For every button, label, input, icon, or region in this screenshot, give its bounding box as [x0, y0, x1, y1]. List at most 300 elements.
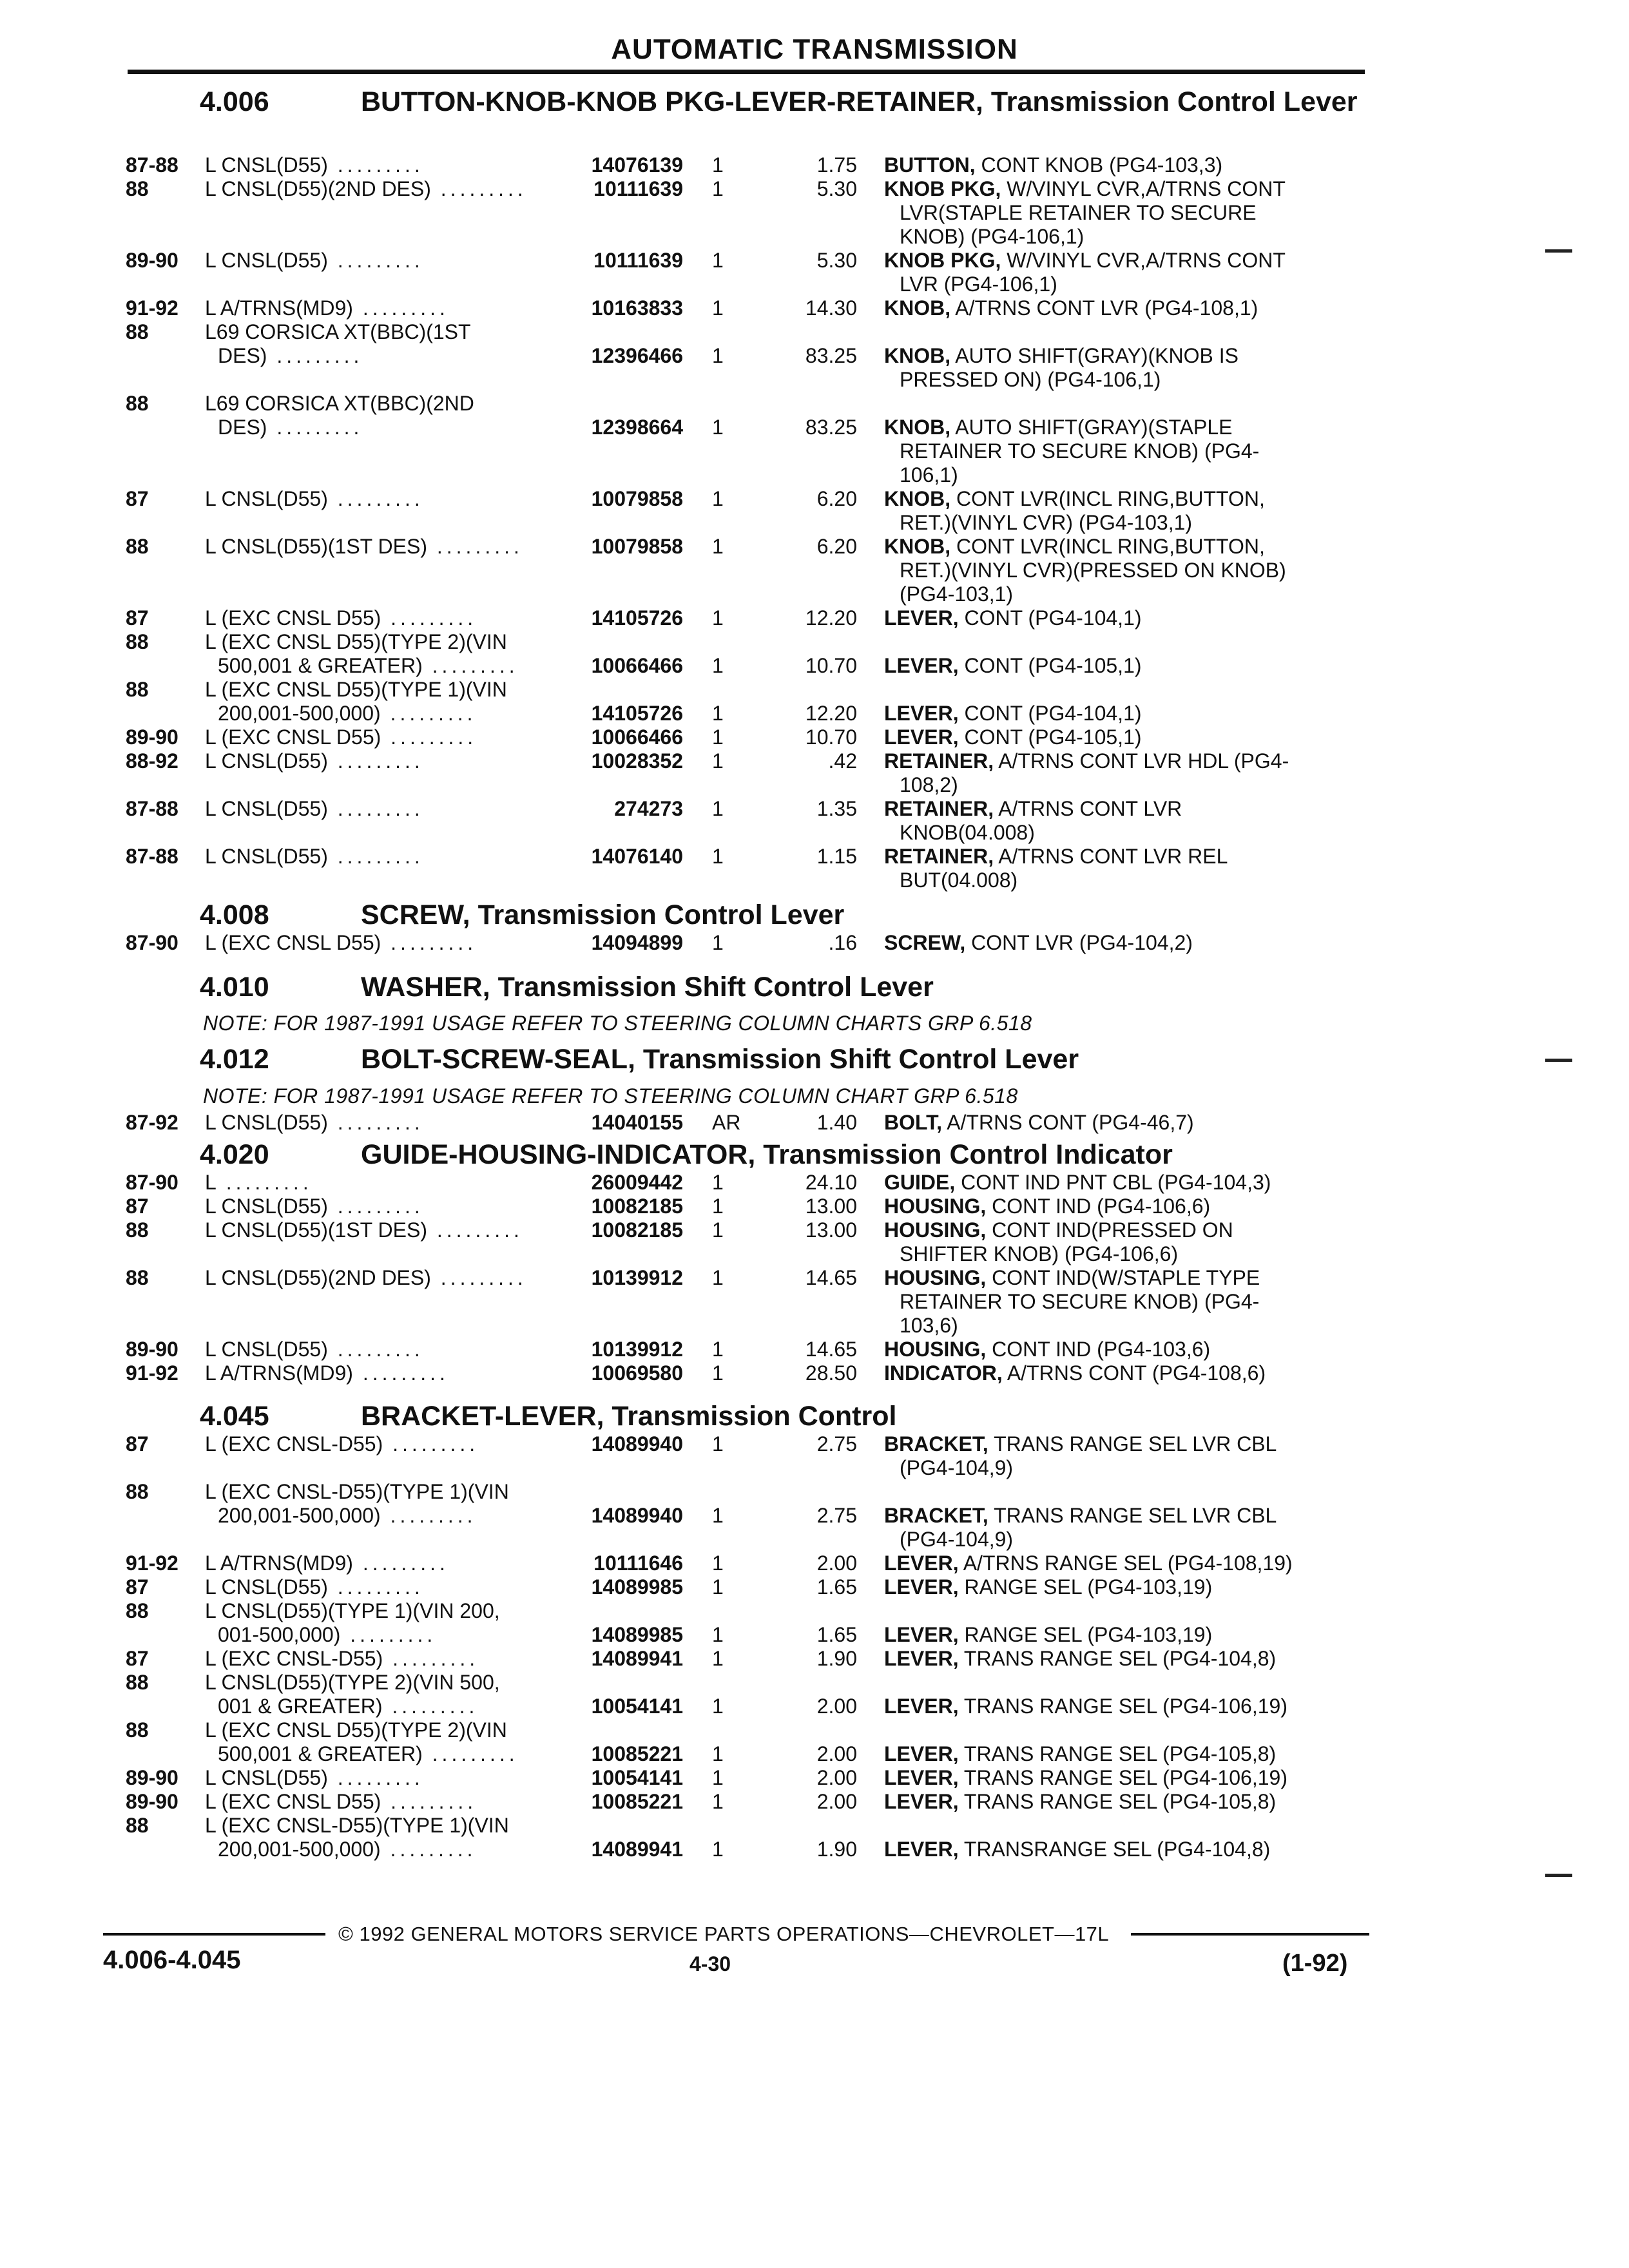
- price: 2.00: [816, 1766, 857, 1789]
- price: 24.10: [805, 1171, 857, 1194]
- description-text: CONT IND(PRESSED ON: [992, 1218, 1233, 1242]
- section-title-main: BOLT-SCREW-SEAL, Transmission Shift Control Lever: [361, 1044, 1079, 1075]
- description-line: [884, 1111, 1362, 1135]
- description-keyword: KNOB PKG,: [884, 177, 1001, 200]
- description-line: [884, 869, 1362, 892]
- section-title: [361, 86, 1366, 117]
- part-number: 12396466: [591, 344, 683, 367]
- part-number: 10085221: [591, 1790, 683, 1813]
- section-note: NOTE: FOR 1987-1991 USAGE REFER TO STEERING COLUMN CHART GRP 6.518: [203, 1084, 1018, 1108]
- application-line: L (EXC CNSL-D55)(TYPE 1)(VIN: [205, 1814, 509, 1837]
- description-text: (PG4-104,9): [900, 1528, 1014, 1551]
- application: [205, 249, 548, 273]
- leader-dots: .........: [352, 296, 449, 320]
- description-text: CONT KNOB (PG4-103,3): [981, 153, 1223, 177]
- part-number: 14094899: [591, 931, 683, 954]
- price: 1.65: [816, 1623, 857, 1646]
- application-line: 200,001-500,000) .........: [218, 1838, 477, 1861]
- description-line: [884, 1456, 1362, 1480]
- description: [884, 344, 1362, 392]
- quantity: 1: [712, 1361, 724, 1385]
- model-years: 88: [126, 1218, 149, 1242]
- description-keyword: KNOB,: [884, 535, 951, 558]
- application-line: L A/TRNS(MD9) .........: [205, 1552, 449, 1575]
- model-years: 89-90: [126, 726, 178, 749]
- application: [205, 1718, 548, 1766]
- section-number: 4.008: [200, 899, 269, 930]
- model-years: 87: [126, 1647, 149, 1670]
- part-number: 14040155: [591, 1111, 683, 1134]
- part-number: 10111639: [593, 177, 683, 200]
- part-number: 12398664: [591, 416, 683, 439]
- price: 5.30: [816, 177, 857, 200]
- application: [205, 726, 548, 749]
- application: [205, 177, 548, 201]
- description: [884, 487, 1362, 535]
- application: [205, 630, 548, 678]
- section-title: [361, 1139, 1366, 1170]
- price: 6.20: [816, 535, 857, 558]
- description: [884, 1361, 1362, 1385]
- price: 1.90: [816, 1838, 857, 1861]
- footer-page-number: 4-30: [689, 1952, 731, 1975]
- model-years: 88: [126, 1718, 149, 1742]
- description-keyword: LEVER,: [884, 654, 959, 677]
- model-years: 88: [126, 320, 149, 343]
- model-years: 88: [126, 392, 149, 415]
- application: [205, 1599, 548, 1647]
- price: 1.90: [816, 1647, 857, 1670]
- section-title-main: SCREW, Transmission Control Lever: [361, 899, 845, 930]
- leader-dots: .........: [216, 1171, 313, 1194]
- model-years: 91-92: [126, 1552, 178, 1575]
- quantity: 1: [712, 153, 724, 177]
- price: 14.30: [805, 296, 857, 320]
- footer-section-range: 4.006-4.045: [103, 1946, 241, 1974]
- description-keyword: RETAINER,: [884, 797, 994, 820]
- price: 2.00: [816, 1552, 857, 1575]
- description-text: TRANS RANGE SEL LVR CBL: [994, 1504, 1277, 1527]
- leader-dots: .........: [327, 153, 424, 177]
- quantity: 1: [712, 654, 724, 677]
- application: [205, 1361, 548, 1385]
- margin-mark: [1545, 1874, 1572, 1877]
- price: 13.00: [805, 1218, 857, 1242]
- quantity: 1: [712, 1218, 724, 1242]
- quantity: 1: [712, 1647, 724, 1670]
- description-line: [884, 1290, 1362, 1314]
- description-text: CONT (PG4-105,1): [964, 654, 1142, 677]
- application: [205, 392, 548, 439]
- model-years: 88: [126, 1814, 149, 1837]
- quantity: 1: [712, 1575, 724, 1599]
- quantity: 1: [712, 1432, 724, 1456]
- description-line: [884, 559, 1362, 582]
- price: 1.40: [816, 1111, 857, 1134]
- description-line: [884, 1171, 1362, 1195]
- leader-dots: .........: [430, 1266, 527, 1289]
- part-number: 14089940: [591, 1504, 683, 1527]
- part-number: 14105726: [591, 702, 683, 725]
- description-line: [884, 726, 1362, 749]
- application-line: L (EXC CNSL D55)(TYPE 2)(VIN: [205, 630, 507, 653]
- application-line: DES) .........: [218, 416, 363, 439]
- description-line: [884, 606, 1362, 630]
- description-keyword: LEVER,: [884, 1647, 959, 1670]
- description: [884, 177, 1362, 249]
- description-line: [884, 344, 1362, 368]
- part-number: 10111646: [593, 1552, 683, 1575]
- application: [205, 606, 548, 630]
- description-text: A/TRNS CONT (PG4-46,7): [947, 1111, 1194, 1134]
- quantity: 1: [712, 1766, 724, 1789]
- application-line: L CNSL(D55)(1ST DES) .........: [205, 1218, 523, 1242]
- leader-dots: .........: [352, 1552, 449, 1575]
- application-line: L CNSL(D55) .........: [205, 153, 424, 177]
- description-keyword: HOUSING,: [884, 1218, 987, 1242]
- quantity: 1: [712, 1552, 724, 1575]
- description-keyword: BUTTON,: [884, 153, 976, 177]
- description: [884, 1790, 1362, 1814]
- application-line: L CNSL(D55) .........: [205, 1575, 424, 1599]
- price: 2.00: [816, 1742, 857, 1765]
- description-keyword: RETAINER,: [884, 845, 994, 868]
- description-text: CONT (PG4-104,1): [964, 702, 1142, 725]
- model-years: 87: [126, 1195, 149, 1218]
- application-line: L (EXC CNSL D55) .........: [205, 726, 477, 749]
- description-line: [884, 1552, 1362, 1575]
- quantity: 1: [712, 845, 724, 868]
- description-text: TRANS RANGE SEL (PG4-106,19): [963, 1695, 1287, 1718]
- description-text: BUT(04.008): [900, 869, 1018, 892]
- description-text: RANGE SEL (PG4-103,19): [964, 1623, 1213, 1646]
- description-line: [884, 1742, 1362, 1766]
- description-keyword: LEVER,: [884, 726, 959, 749]
- description: [884, 726, 1362, 749]
- description-text: W/VINYL CVR,A/TRNS CONT: [1007, 249, 1286, 272]
- description-text: 108,2): [900, 773, 958, 796]
- price: 6.20: [816, 487, 857, 510]
- part-number: 14089941: [591, 1647, 683, 1670]
- description-keyword: KNOB,: [884, 487, 951, 510]
- description-keyword: SCREW,: [884, 931, 966, 954]
- leader-dots: .........: [382, 1695, 479, 1718]
- description-text: RET.)(VINYL CVR) (PG4-103,1): [900, 511, 1193, 534]
- application-line: L (EXC CNSL-D55) .........: [205, 1432, 479, 1456]
- section-number: 4.006: [200, 86, 269, 117]
- description-text: CONT IND (PG4-103,6): [992, 1338, 1211, 1361]
- description-text: AUTO SHIFT(GRAY)(STAPLE: [955, 416, 1233, 439]
- section-number: 4.020: [200, 1139, 269, 1170]
- footer-date: (1-92): [1282, 1950, 1348, 1977]
- leader-dots: .........: [381, 1790, 477, 1813]
- description: [884, 1266, 1362, 1338]
- leader-dots: .........: [383, 1647, 479, 1670]
- application: [205, 1338, 548, 1361]
- application: [205, 1647, 548, 1671]
- model-years: 88-92: [126, 749, 178, 773]
- application-line: 001-500,000) .........: [218, 1623, 437, 1646]
- model-years: 88: [126, 1599, 149, 1622]
- description-text: 106,1): [900, 463, 958, 486]
- description-line: [884, 1790, 1362, 1814]
- description: [884, 1338, 1362, 1361]
- description-line: [884, 1575, 1362, 1599]
- application-line: L .........: [205, 1171, 313, 1194]
- application-line: L CNSL(D55) .........: [205, 749, 424, 773]
- application: [205, 1480, 548, 1528]
- application-line: L CNSL(D55)(TYPE 1)(VIN 200,: [205, 1599, 500, 1622]
- quantity: 1: [712, 797, 724, 820]
- leader-dots: .........: [327, 487, 424, 510]
- quantity: 1: [712, 1266, 724, 1289]
- part-number: 26009442: [591, 1171, 683, 1194]
- description-text: SHIFTER KNOB) (PG4-106,6): [900, 1242, 1179, 1265]
- quantity: 1: [712, 296, 724, 320]
- application-line: L (EXC CNSL-D55)(TYPE 1)(VIN: [205, 1480, 509, 1503]
- description-line: [884, 416, 1362, 439]
- description-text: CONT LVR (PG4-104,2): [971, 931, 1193, 954]
- description-line: [884, 535, 1362, 559]
- price: 1.35: [816, 797, 857, 820]
- application-line: L CNSL(D55) .........: [205, 249, 424, 272]
- application-line: DES) .........: [218, 344, 363, 367]
- leader-dots: .........: [327, 1575, 424, 1599]
- quantity: 1: [712, 931, 724, 954]
- description: [884, 1623, 1362, 1647]
- model-years: 89-90: [126, 1790, 178, 1813]
- price: 10.70: [805, 654, 857, 677]
- section-title: [361, 899, 1366, 930]
- description-keyword: KNOB PKG,: [884, 249, 1001, 272]
- description: [884, 535, 1362, 606]
- description-keyword: LEVER,: [884, 1575, 959, 1599]
- description-keyword: LEVER,: [884, 606, 959, 629]
- application: [205, 678, 548, 726]
- description-text: A/TRNS RANGE SEL (PG4-108,19): [963, 1552, 1293, 1575]
- application-line: L CNSL(D55)(TYPE 2)(VIN 500,: [205, 1671, 500, 1694]
- description-text: (PG4-103,1): [900, 582, 1014, 606]
- description-keyword: HOUSING,: [884, 1195, 987, 1218]
- description-text: TRANS RANGE SEL (PG4-106,19): [963, 1766, 1287, 1789]
- description-text: TRANS RANGE SEL (PG4-104,8): [963, 1647, 1277, 1670]
- description-line: [884, 1361, 1362, 1385]
- section-number: 4.045: [200, 1401, 269, 1432]
- description: [884, 153, 1362, 177]
- application: [205, 1266, 548, 1290]
- part-number: 10069580: [591, 1361, 683, 1385]
- price: 2.00: [816, 1695, 857, 1718]
- description-keyword: LEVER,: [884, 702, 959, 725]
- leader-dots: .........: [427, 535, 523, 558]
- part-number: 14089985: [591, 1623, 683, 1646]
- quantity: 1: [712, 749, 724, 773]
- model-years: 87: [126, 487, 149, 510]
- section-number: 4.012: [200, 1044, 269, 1075]
- price: 1.15: [816, 845, 857, 868]
- section-title-main: WASHER, Transmission Shift Control Lever: [361, 972, 934, 1003]
- application: [205, 931, 548, 955]
- application-line: L (EXC CNSL D55)(TYPE 2)(VIN: [205, 1718, 507, 1742]
- price: 5.30: [816, 249, 857, 272]
- description: [884, 1111, 1362, 1135]
- part-number: 10082185: [591, 1195, 683, 1218]
- description-keyword: INDICATOR,: [884, 1361, 1003, 1385]
- description-text: CONT LVR(INCL RING,BUTTON,: [956, 535, 1265, 558]
- description-text: PRESSED ON) (PG4-106,1): [900, 368, 1161, 391]
- application-line: L CNSL(D55) .........: [205, 1195, 424, 1218]
- model-years: 87: [126, 1575, 149, 1599]
- description-line: [884, 1242, 1362, 1266]
- application: [205, 153, 548, 177]
- description-line: [884, 1623, 1362, 1647]
- application-line: L CNSL(D55) .........: [205, 1766, 424, 1789]
- price: 83.25: [805, 344, 857, 367]
- application: [205, 296, 548, 320]
- application: [205, 1432, 548, 1456]
- part-number: 14076139: [591, 153, 683, 177]
- description-text: RET.)(VINYL CVR)(PRESSED ON KNOB): [900, 559, 1286, 582]
- application: [205, 1171, 548, 1195]
- description-line: [884, 1504, 1362, 1528]
- model-years: 87-92: [126, 1111, 178, 1134]
- part-number: 274273: [614, 797, 683, 820]
- description-text: TRANS RANGE SEL (PG4-105,8): [963, 1742, 1277, 1765]
- description-text: RANGE SEL (PG4-103,19): [964, 1575, 1213, 1599]
- section-title-main: BRACKET-LEVER, Transmission Control: [361, 1401, 897, 1432]
- description: [884, 249, 1362, 296]
- description-text: TRANS RANGE SEL LVR CBL: [994, 1432, 1277, 1456]
- description: [884, 606, 1362, 630]
- quantity: 1: [712, 416, 724, 439]
- quantity: 1: [712, 249, 724, 272]
- description-keyword: LEVER,: [884, 1766, 959, 1789]
- description-keyword: KNOB,: [884, 416, 951, 439]
- price: 10.70: [805, 726, 857, 749]
- description-text: AUTO SHIFT(GRAY)(KNOB IS: [955, 344, 1239, 367]
- section-title-main: GUIDE-HOUSING-INDICATOR, Transmission Control Indicator: [361, 1139, 1173, 1170]
- section-number: 4.010: [200, 972, 269, 1003]
- application: [205, 1814, 548, 1861]
- application-line: L69 CORSICA XT(BBC)(1ST: [205, 320, 471, 343]
- quantity: 1: [712, 1695, 724, 1718]
- description-line: [884, 153, 1362, 177]
- part-number: 14089985: [591, 1575, 683, 1599]
- description-line: [884, 511, 1362, 535]
- part-number: 14089941: [591, 1838, 683, 1861]
- footer-copyright: © 1992 GENERAL MOTORS SERVICE PARTS OPERATIONS—CHEVROLET—17L: [338, 1923, 1110, 1945]
- description: [884, 845, 1362, 892]
- quantity: 1: [712, 726, 724, 749]
- application: [205, 749, 548, 773]
- description-keyword: RETAINER,: [884, 749, 994, 773]
- price: 2.75: [816, 1504, 857, 1527]
- model-years: 91-92: [126, 1361, 178, 1385]
- leader-dots: .........: [327, 1338, 424, 1361]
- quantity: 1: [712, 1195, 724, 1218]
- price: .16: [828, 931, 857, 954]
- description-line: [884, 487, 1362, 511]
- leader-dots: .........: [380, 702, 477, 725]
- description: [884, 1432, 1362, 1480]
- description-keyword: BRACKET,: [884, 1432, 988, 1456]
- description-line: [884, 1528, 1362, 1552]
- footer-rule-right: [1131, 1933, 1369, 1936]
- leader-dots: .........: [340, 1623, 437, 1646]
- part-number: 10082185: [591, 1218, 683, 1242]
- leader-dots: .........: [327, 249, 424, 272]
- description-line: [884, 773, 1362, 797]
- description-text: CONT IND(W/STAPLE TYPE: [992, 1266, 1260, 1289]
- description-line: [884, 463, 1362, 487]
- description-line: [884, 931, 1362, 955]
- description: [884, 1742, 1362, 1766]
- application: [205, 1552, 548, 1575]
- leader-dots: .........: [327, 845, 424, 868]
- application: [205, 487, 548, 511]
- part-number: 10139912: [591, 1338, 683, 1361]
- section-title: [361, 1401, 1366, 1432]
- description: [884, 1552, 1362, 1575]
- price: 83.25: [805, 416, 857, 439]
- description-keyword: BOLT,: [884, 1111, 943, 1134]
- price: 12.20: [805, 606, 857, 629]
- price: 1.65: [816, 1575, 857, 1599]
- description-text: TRANS RANGE SEL (PG4-105,8): [963, 1790, 1277, 1813]
- description-text: (PG4-104,9): [900, 1456, 1014, 1479]
- application: [205, 845, 548, 869]
- leader-dots: .........: [381, 606, 477, 629]
- description-keyword: LEVER,: [884, 1623, 959, 1646]
- description: [884, 1695, 1362, 1718]
- leader-dots: .........: [352, 1361, 449, 1385]
- section-title-main: BUTTON-KNOB-KNOB PKG-LEVER-RETAINER,: [361, 86, 983, 117]
- leader-dots: .........: [427, 1218, 523, 1242]
- application-line: L CNSL(D55)(2ND DES) .........: [205, 177, 527, 200]
- price: 14.65: [805, 1338, 857, 1361]
- quantity: 1: [712, 702, 724, 725]
- section-note: NOTE: FOR 1987-1991 USAGE REFER TO STEERING COLUMN CHARTS GRP 6.518: [203, 1012, 1032, 1035]
- leader-dots: .........: [380, 1504, 477, 1527]
- header-rule: [128, 70, 1365, 74]
- leader-dots: .........: [381, 931, 477, 954]
- description-line: [884, 582, 1362, 606]
- description-line: [884, 273, 1362, 296]
- description-line: [884, 1838, 1362, 1861]
- application-line: L CNSL(D55) .........: [205, 1338, 424, 1361]
- description-line: [884, 1266, 1362, 1290]
- description-line: [884, 1314, 1362, 1338]
- description: [884, 749, 1362, 797]
- description-line: [884, 821, 1362, 845]
- application-line: L CNSL(D55)(1ST DES) .........: [205, 535, 523, 558]
- description-line: [884, 654, 1362, 678]
- description-line: [884, 702, 1362, 726]
- description-keyword: HOUSING,: [884, 1266, 987, 1289]
- model-years: 87-88: [126, 153, 178, 177]
- quantity: 1: [712, 1838, 724, 1861]
- description: [884, 654, 1362, 678]
- description-text: RETAINER TO SECURE KNOB) (PG4-: [900, 1290, 1260, 1313]
- description: [884, 416, 1362, 487]
- part-number: 10028352: [591, 749, 683, 773]
- application-line: L CNSL(D55)(2ND DES) .........: [205, 1266, 527, 1289]
- leader-dots: .........: [422, 1742, 519, 1765]
- price: 2.75: [816, 1432, 857, 1456]
- model-years: 87-88: [126, 845, 178, 868]
- description-line: [884, 749, 1362, 773]
- description: [884, 1838, 1362, 1861]
